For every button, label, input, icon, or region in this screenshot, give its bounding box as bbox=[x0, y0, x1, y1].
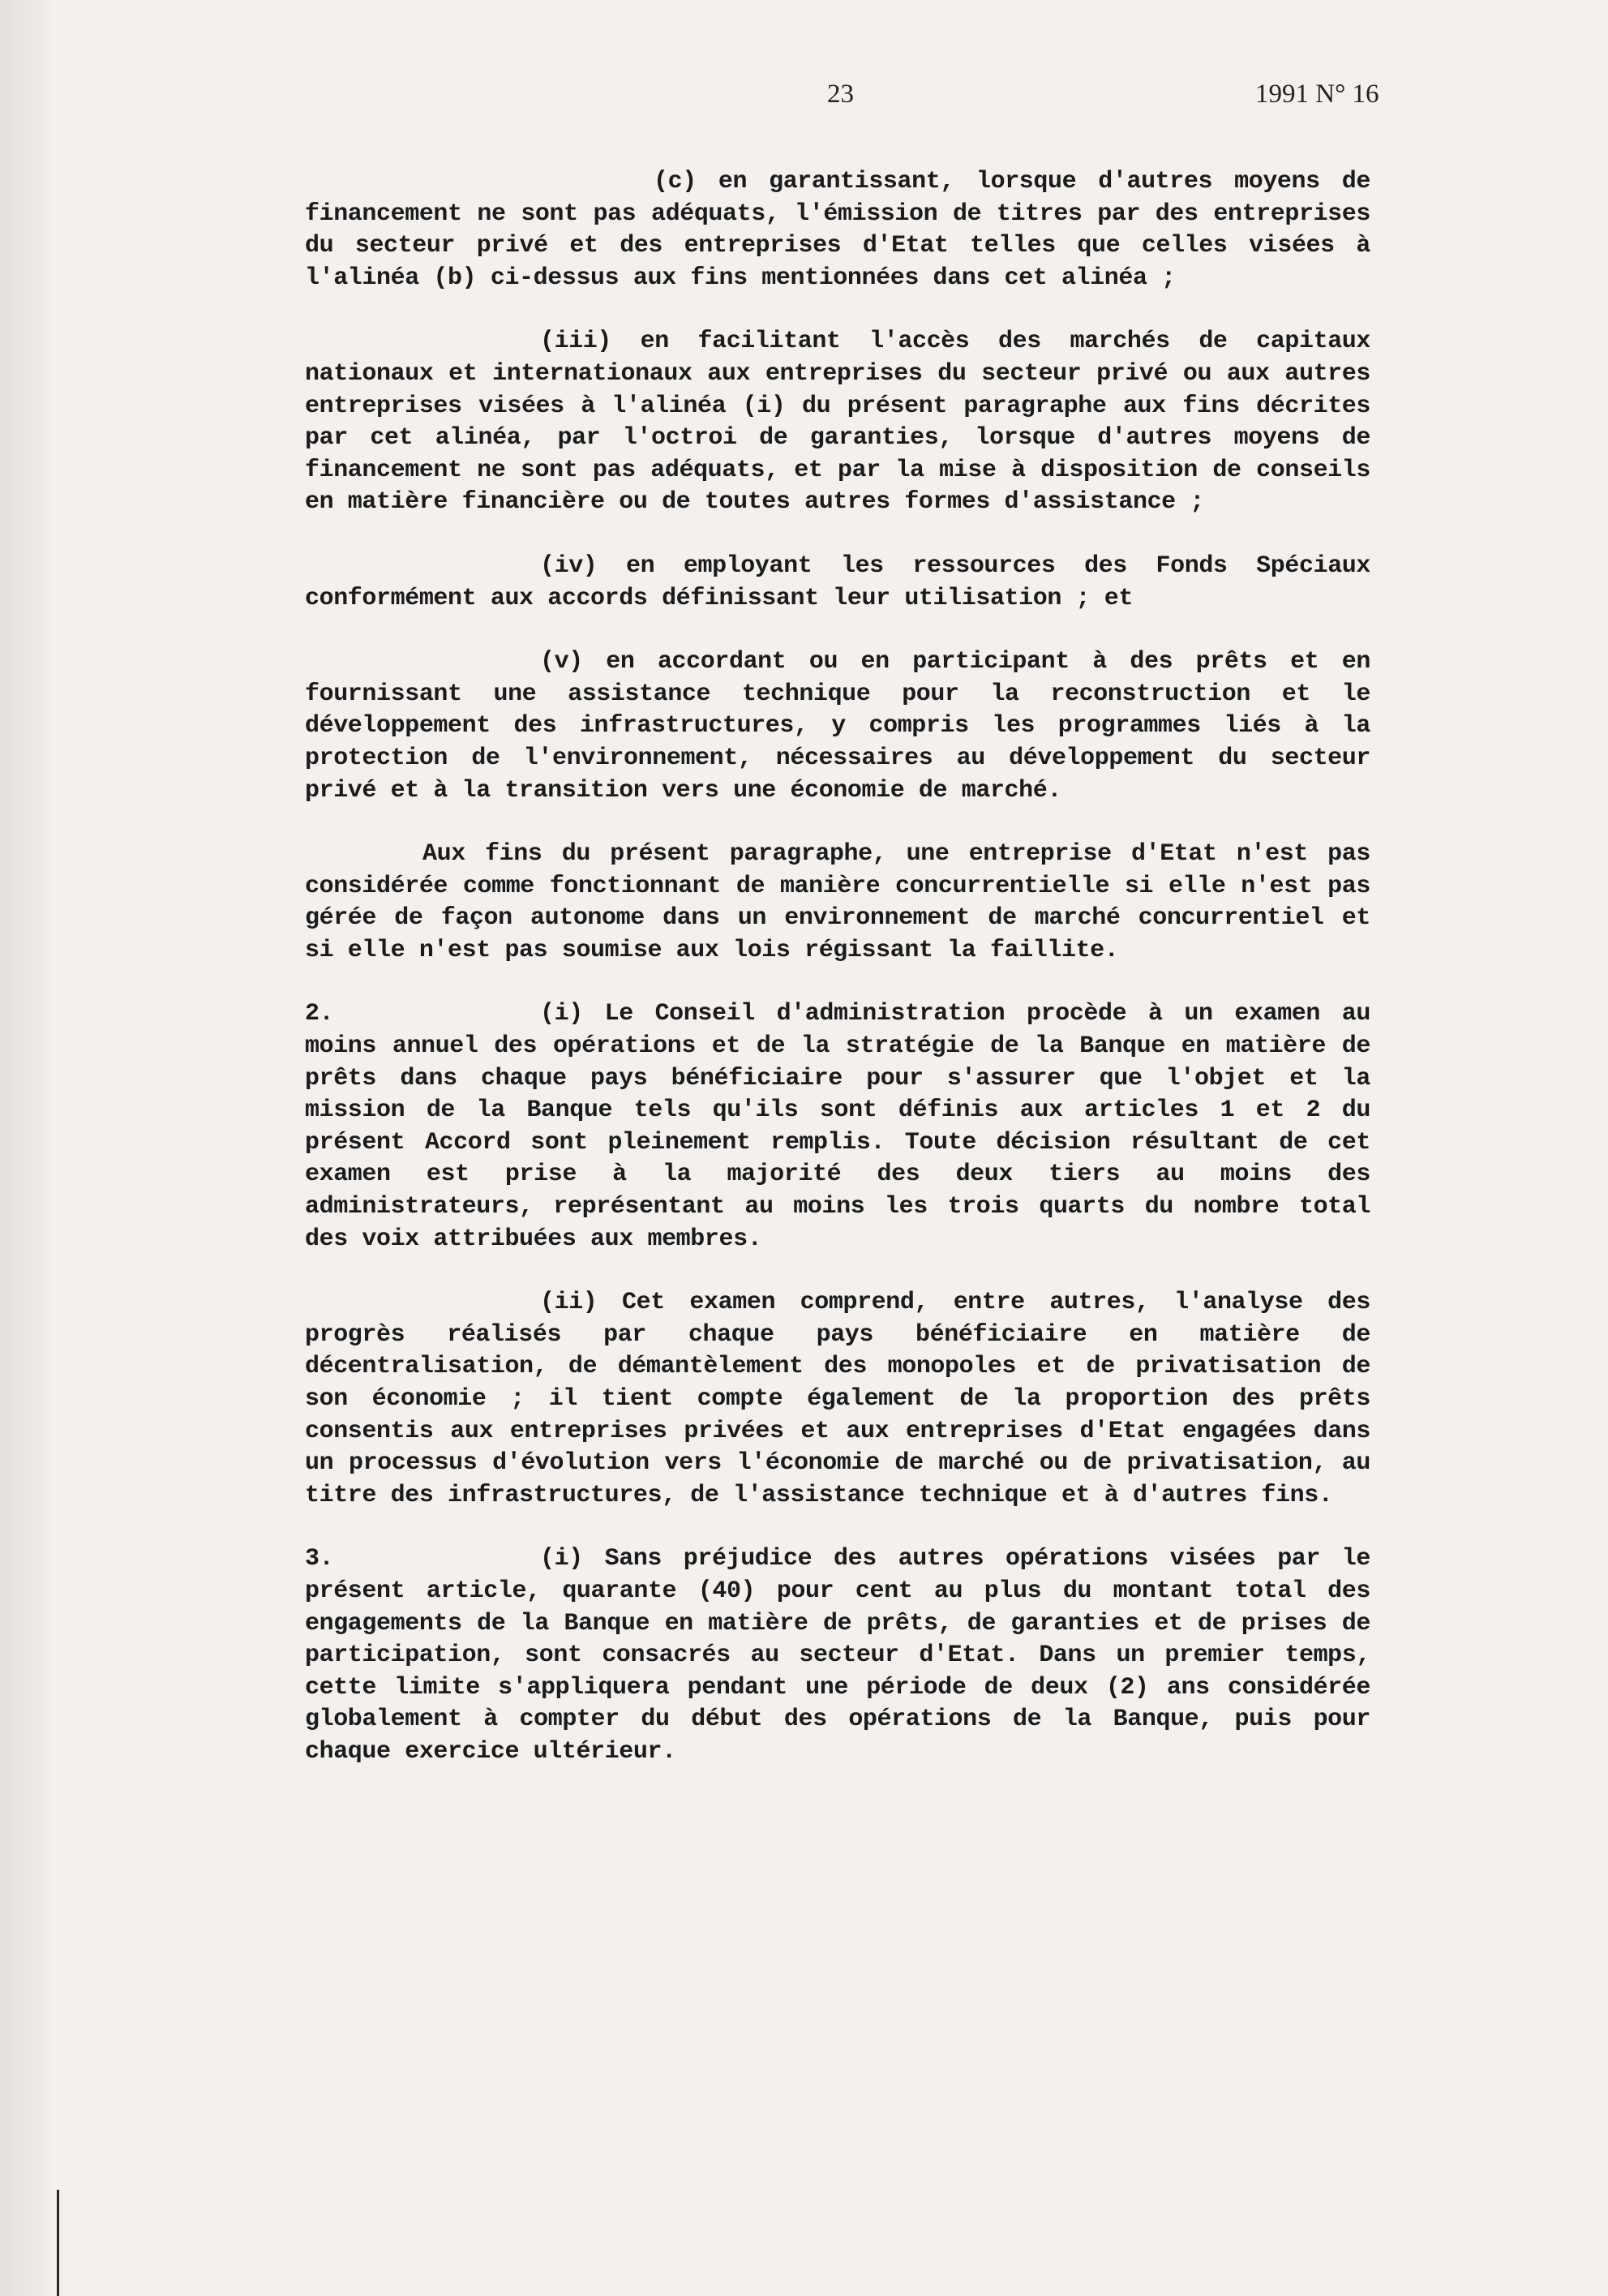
paragraph-2-i-text: (i) Le Conseil d'administration procède à un examen au moins annuel des opérations et de la stratégie de la Banque en matière de prêts dans chaque pays bénéficiaire pour s'assurer que l'objet et la mission de la Banque tels qu'ils sont définis aux articles 1 et 2 du présent Accord sont pleinement remplis. Toute décision résultant de cet examen est prise à la majorité des deux tiers au moins des administrateurs, représentant au moins les trois quarts du nombre total des voix attribuées aux membres. bbox=[305, 1000, 1370, 1253]
paragraph-v: (v) en accordant ou en participant à des prêts et en fournissant une assistance technique pour la reconstruction et le développement des infrastructures, y compris les programmes liés à la protection de l'environnement, nécessaires au développement du secteur privé et à la transition vers une économie de marché. bbox=[305, 648, 1370, 805]
paragraph-2-ii: (ii) Cet examen comprend, entre autres, l'analyse des progrès réalisés par chaque pays bénéficiaire en matière de décentralisation, de démantèlement des monopoles et de privatisation de son économie ; il tient compte également de la proportion des prêts consentis aux entreprises privées et aux entreprises d'Etat engagées dans un processus d'évolution vers l'économie de marché ou de privatisation, au titre des infrastructures, de l'assistance technique et à d'autres fins. bbox=[305, 1289, 1370, 1509]
paragraph-3-i-text: (i) Sans préjudice des autres opérations visées par le présent article, quarante (40) pour cent au plus du montant total des engagements de la Banque en matière de prêts, de garanties et de prises de participation, sont consacrés au secteur d'Etat. Dans un premier temps, cette limite s'appliquera pendant une période de deux (2) ans considérée globalement à compter du début des opérations de la Banque, puis pour chaque exercice ultérieur. bbox=[305, 1545, 1370, 1766]
page-header bbox=[0, 79, 1608, 120]
section-number-3: 3. bbox=[305, 1545, 334, 1573]
paragraph-iii: (iii) en facilitant l'accès des marchés de capitaux nationaux et internationaux aux entreprises du secteur privé ou aux autres entreprises visées à l'alinéa (i) du présent paragraphe aux fins décrites par cet alinéa, par l'octroi de garanties, lorsque d'autres moyens de financement ne sont pas adéquats, et par la mise à disposition de conseils en matière financière ou de toutes autres formes d'assistance ; bbox=[305, 328, 1370, 517]
paragraph-3-i bbox=[305, 1543, 1370, 1768]
paragraph-definition: Aux fins du présent paragraphe, une entreprise d'Etat n'est pas considérée comme fonctionnant de manière concurrentielle si elle n'est pas gérée de façon autonome dans un environnement de marché concurrentiel et si elle n'est pas soumise aux lois régissant la faillite. bbox=[305, 840, 1370, 964]
paragraph-iv: (iv) en employant les ressources des Fonds Spéciaux conformément aux accords définissant leur utilisation ; et bbox=[305, 551, 1370, 612]
document-body bbox=[305, 166, 1370, 1800]
page-number: 23 bbox=[827, 79, 854, 109]
paragraph-c: (c) en garantissant, lorsque d'autres moyens de financement ne sont pas adéquats, l'émission de titres par des entreprises du secteur privé et des entreprises d'Etat telles que celles visées à l'alinéa (b) ci-dessus aux fins mentionnées dans cet alinéa ; bbox=[305, 168, 1370, 292]
page-edge-shadow bbox=[0, 0, 55, 2296]
section-number-2: 2. bbox=[305, 1000, 334, 1028]
document-reference: 1991 N° 16 bbox=[1255, 79, 1379, 109]
binding-mark bbox=[57, 2190, 59, 2296]
paragraph-2-i bbox=[305, 998, 1370, 1255]
